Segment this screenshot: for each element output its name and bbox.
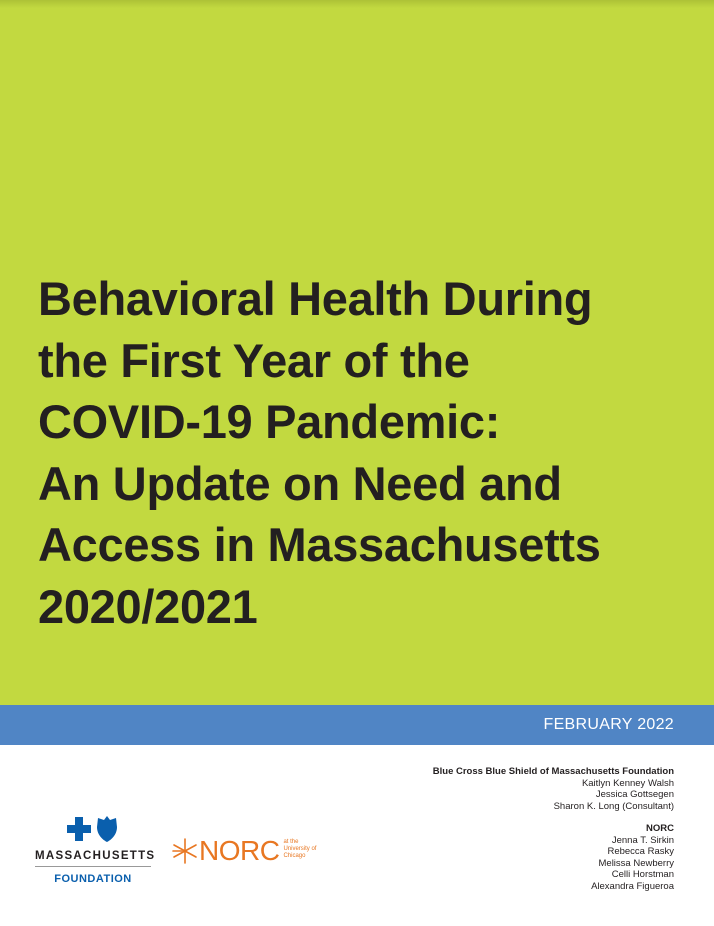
author-name: Celli Horstman	[611, 869, 674, 880]
cross-icon	[67, 817, 91, 841]
title-line: An Update on Need and	[38, 456, 562, 510]
shield-icon	[95, 815, 119, 843]
author-credits	[433, 766, 674, 892]
bcbs-massachusetts-text: MASSACHUSETTS	[35, 850, 156, 862]
norc-sub-line: University of	[283, 845, 317, 852]
starburst-icon	[172, 838, 198, 864]
org-name: NORC	[646, 823, 674, 834]
author-name: Melissa Newberry	[598, 857, 674, 869]
title-line: the First Year of the	[38, 333, 470, 387]
title-line: 2020/2021	[38, 579, 258, 633]
date-band	[0, 705, 714, 745]
report-title	[38, 268, 601, 637]
bcbs-foundation-text: FOUNDATION	[54, 873, 132, 885]
author-name: Jessica Gottsegen	[595, 789, 674, 800]
author-name: Kaitlyn Kenney Walsh	[581, 777, 674, 789]
norc-affiliation	[283, 839, 316, 860]
norc-logo	[172, 836, 316, 866]
author-name: Alexandra Figueroa	[591, 880, 674, 892]
spacer	[433, 812, 674, 823]
publication-date: FEBRUARY 2022	[543, 716, 674, 733]
norc-sub-line: Chicago	[283, 852, 306, 859]
title-line: Behavioral Health During	[38, 272, 593, 325]
org-name: Blue Cross Blue Shield of Massachusetts Foundation	[432, 766, 674, 777]
title-line: Access in Massachusetts	[38, 518, 601, 571]
bcbs-foundation-logo	[35, 815, 156, 885]
norc-sub-line: at the	[283, 838, 299, 845]
bcbs-icons	[35, 815, 151, 843]
author-name: Jenna T. Sirkin	[611, 834, 674, 846]
author-name: Rebecca Rasky	[607, 846, 674, 857]
norc-wordmark: NORC	[199, 835, 280, 866]
author-name: Sharon K. Long (Consultant)	[553, 800, 674, 812]
title-line: COVID-19 Pandemic:	[38, 395, 501, 448]
divider	[35, 866, 151, 867]
